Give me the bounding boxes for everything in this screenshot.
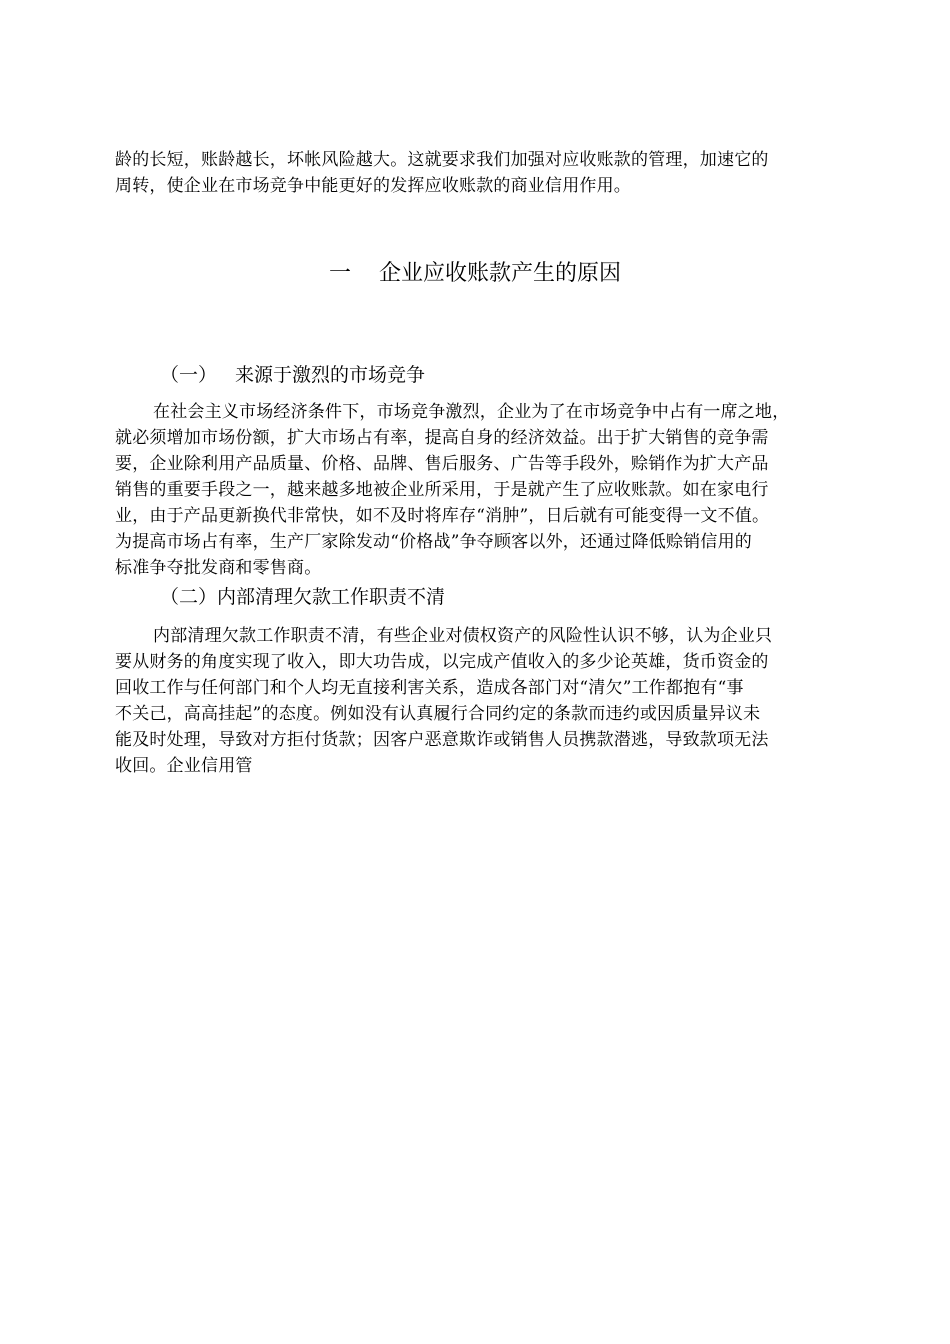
- subsection-number-1: （一）: [160, 364, 218, 386]
- subsection-2-line-4: 不关己，高高挂起”的态度。例如没有认真履行合同约定的条款而违约或因质量异议未: [115, 704, 761, 724]
- intro-line-2: 周转，使企业在市场竞争中能更好的发挥应收账款的商业信用作用。: [115, 176, 631, 196]
- subsection-2-line-2: 要从财务的角度实现了收入，即大功告成，以完成产值收入的多少论英雄，货币资金的: [115, 652, 769, 672]
- section-number: 一: [328, 261, 351, 286]
- subsection-2-line-5: 能及时处理，导致对方拒付货款；因客户恶意欺诈或销售人员携款潜逃，导致款项无法: [115, 730, 769, 750]
- subsection-number-2: （二）: [160, 586, 218, 608]
- subsection-2-line-6: 收回。企业信用管: [115, 756, 253, 776]
- subsection-1-line-1: 在社会主义市场经济条件下，市场竞争激烈，企业为了在市场竞争中占有一席之地，: [153, 402, 790, 422]
- subsection-2-line-3: 回收工作与任何部门和个人均无直接利害关系，造成各部门对“清欠”工作都抱有“事: [115, 678, 744, 698]
- subsection-heading-2: [160, 583, 445, 611]
- subsection-title-2: 内部清理欠款工作职责不清: [217, 586, 446, 608]
- subsection-1-line-7: 标准争夺批发商和零售商。: [115, 558, 322, 578]
- subsection-1-line-5: 业，由于产品更新换代非常快，如不及时将库存“消肿”，日后就有可能变得一文不值。: [115, 506, 770, 526]
- section-heading: [0, 259, 950, 289]
- subsection-1-line-4: 销售的重要手段之一，越来越多地被企业所采用，于是就产生了应收账款。如在家电行: [115, 480, 769, 500]
- subsection-heading-1: [160, 361, 425, 389]
- subsection-1-line-6: 为提高市场占有率，生产厂家除发动“价格战”争夺顾客以外，还通过降低赊销信用的: [115, 532, 752, 552]
- intro-line-1: 龄的长短，账龄越长，坏帐风险越大。这就要求我们加强对应收账款的管理，加速它的: [115, 150, 769, 170]
- subsection-1-line-2: 就必须增加市场份额，扩大市场占有率，提高自身的经济效益。出于扩大销售的竞争需: [115, 428, 769, 448]
- section-title: 企业应收账款产生的原因: [379, 261, 622, 286]
- subsection-1-line-3: 要，企业除利用产品质量、价格、品牌、售后服务、广告等手段外，赊销作为扩大产品: [115, 454, 769, 474]
- subsection-title-1: 来源于激烈的市场竞争: [235, 364, 426, 386]
- subsection-2-line-1: 内部清理欠款工作职责不清，有些企业对债权资产的风险性认识不够，认为企业只: [153, 626, 773, 646]
